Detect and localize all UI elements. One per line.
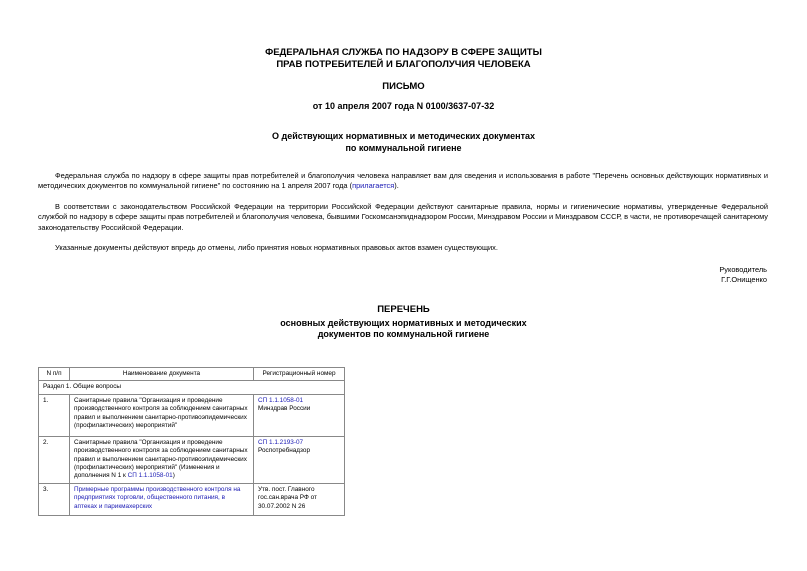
document-subject-line2: по коммунальной гигиене — [345, 143, 462, 153]
documents-table — [38, 367, 345, 516]
list-subtitle-line1: основных действующих нормативных и методических — [280, 318, 527, 328]
row-number: 2. — [39, 436, 70, 483]
document-subject-line1: О действующих нормативных и методических документах — [271, 131, 536, 141]
row-registration — [254, 436, 345, 483]
row-document-name-text: Санитарные правила "Организация и проведение производственного контроля за соблюдением санитарных правил и выполнением санитарно-противоэпидемических (профилактических) мероприятий" (Изменения и дополнения N 1 к — [74, 438, 248, 480]
signature-position: Руководитель — [719, 265, 767, 274]
paragraph-1 — [38, 171, 768, 192]
document-type: ПИСЬМО — [382, 81, 425, 92]
attachment-link[interactable]: прилагается — [352, 181, 395, 191]
section-row — [39, 381, 345, 394]
list-title: ПЕРЕЧЕНЬ — [377, 304, 430, 315]
paragraph-2: В соответствии с законодательством Российской Федерации на территории Российской Федерации действуют санитарные правила, нормы и гигиенические нормативы, утвержденные Федеральной службой по надзору в сфере защиты прав потребителей и благополучия человека, бывшими Госкомсанэпиднадзором России, Минздравом России и Минздравом СССР, в части, не противоречащей санитарному законодательству Российской Федерации. — [38, 202, 768, 232]
paragraph-3: Указанные документы действуют впредь до отмены, либо принятия новых нормативных правовых актов взамен существующих. — [55, 243, 498, 252]
agency-name-line1: ФЕДЕРАЛЬНАЯ СЛУЖБА ПО НАДЗОРУ В СФЕРЕ ЗАЩИТЫ — [265, 47, 542, 58]
row-document-name-end: ) — [172, 472, 175, 480]
header-document-name: Наименование документа — [70, 368, 254, 381]
table-header-row — [39, 368, 345, 381]
document-name-link[interactable]: Примерные программы производственного контроля на предприятиях торговли, общественного питания, в аптеках и парикмахерских — [74, 485, 241, 510]
list-subtitle-line2: документов по коммунальной гигиене — [317, 329, 490, 339]
registration-issuer: Роспотребнадзор — [258, 447, 311, 455]
row-number: 1. — [39, 394, 70, 436]
row-number: 3. — [39, 483, 70, 515]
table-row — [39, 394, 345, 436]
row-document-name — [70, 436, 254, 483]
row-registration: Утв. пост. Главного гос.сан.врача РФ от 30.07.2002 N 26 — [254, 483, 345, 515]
registration-issuer: Минздрав России — [258, 405, 311, 413]
row-document-name — [70, 483, 254, 515]
document-date: от 10 апреля 2007 года N 0100/3637-07-32 — [312, 101, 495, 111]
paragraph-1-end: ). — [394, 181, 399, 191]
section-title: Раздел 1. Общие вопросы — [39, 381, 345, 394]
agency-name-line2: ПРАВ ПОТРЕБИТЕЛЕЙ И БЛАГОПОЛУЧИЯ ЧЕЛОВЕКА — [276, 59, 531, 70]
paragraph-1-text: Федеральная служба по надзору в сфере защиты прав потребителей и благополучия человека направляет вам для сведения и использования в работе "Перечень основных действующих нормативных и методических документов по коммунальной гигиене" по состоянию на 1 апреля 2007 года ( — [38, 171, 768, 191]
table-row — [39, 483, 345, 515]
row-document-name: Санитарные правила "Организация и проведение производственного контроля за соблюдением санитарных правил и выполнением санитарно-противоэпидемических (профилактических) мероприятий" — [70, 394, 254, 436]
document-reference-link[interactable]: СП 1.1.1058-01 — [127, 472, 173, 480]
row-registration — [254, 394, 345, 436]
registration-link[interactable]: СП 1.1.1058-01 — [258, 396, 304, 404]
header-number: N п/п — [39, 368, 70, 381]
signature-name: Г.Г.Онищенко — [721, 275, 767, 284]
header-registration-number: Регистрационный номер — [254, 368, 345, 381]
table-row — [39, 436, 345, 483]
registration-link[interactable]: СП 1.1.2193-07 — [258, 438, 304, 446]
